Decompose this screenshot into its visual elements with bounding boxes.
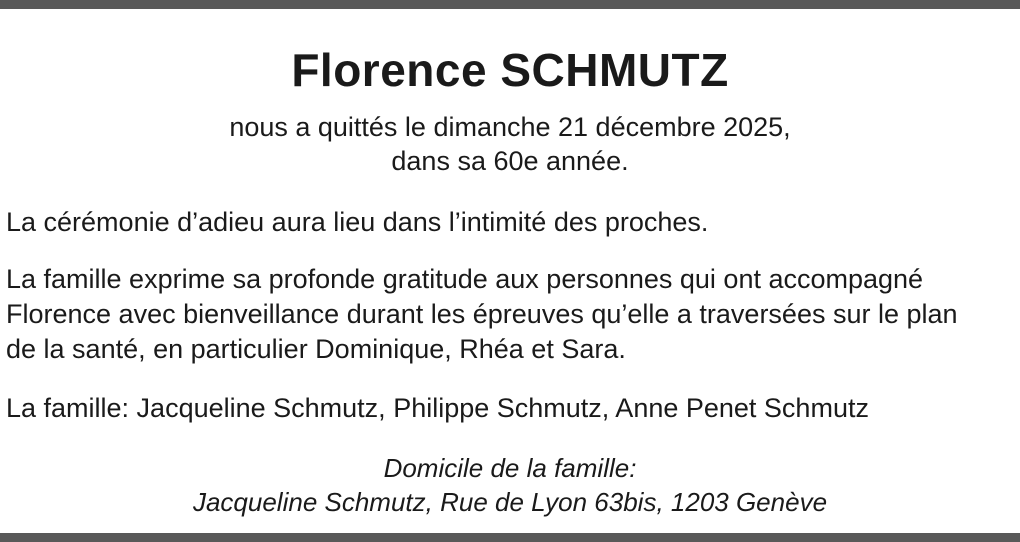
gratitude-line-1: La famille exprime sa profonde gratitude aux personnes qui ont accompagné xyxy=(6,263,924,294)
ceremony-text: La cérémonie d’adieu aura lieu dans l’intimité des proches. xyxy=(6,206,709,237)
bottom-divider xyxy=(0,533,1020,542)
deceased-name: Florence SCHMUTZ xyxy=(291,44,729,96)
family-address xyxy=(6,452,1014,520)
gratitude-paragraph xyxy=(6,262,1014,367)
address-value: Jacqueline Schmutz, Rue de Lyon 63bis, 1203 Genève xyxy=(192,486,828,517)
passing-statement-line-1: nous a quittés le dimanche 21 décembre 2025, xyxy=(229,111,791,142)
address-label: Domicile de la famille: xyxy=(383,453,637,484)
ceremony-paragraph xyxy=(6,205,1014,240)
family-paragraph xyxy=(6,391,1014,426)
passing-statement-line-2: dans sa 60e année. xyxy=(391,146,629,177)
top-divider xyxy=(0,0,1020,9)
family-members-text: La famille: Jacqueline Schmutz, Philippe Schmutz, Anne Penet Schmutz xyxy=(6,393,869,424)
notice-body xyxy=(0,9,1020,520)
passing-statement xyxy=(6,110,1014,179)
gratitude-line-3: de la santé, en particulier Dominique, Rhéa et Sara. xyxy=(6,333,626,364)
gratitude-line-2: Florence avec bienveillance durant les épreuves qu’elle a traversées sur le plan xyxy=(6,298,958,329)
